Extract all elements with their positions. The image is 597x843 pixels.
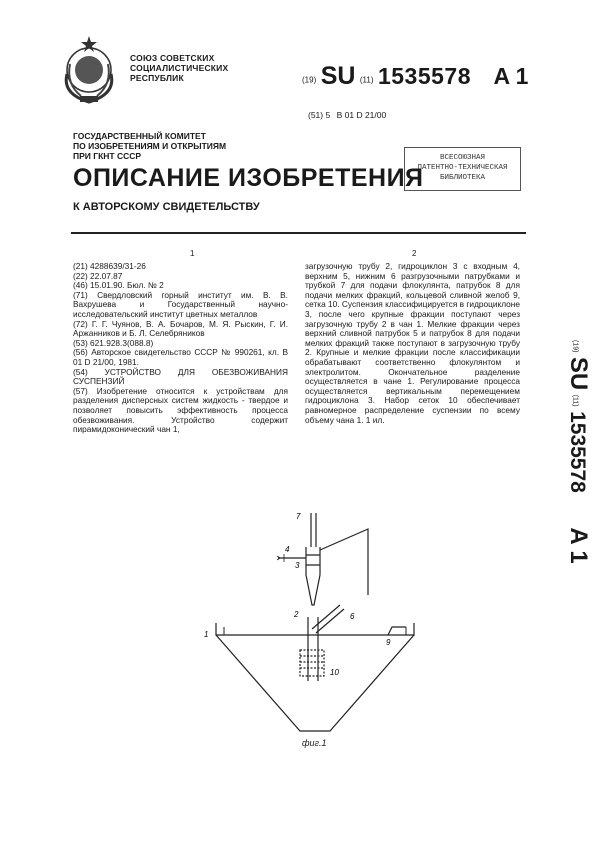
label-10: 10 (330, 668, 339, 677)
header-rule (71, 232, 526, 234)
code-19: (19) (302, 75, 317, 85)
committee-line: ПРИ ГКНТ СССР (73, 151, 142, 161)
invention-title: (54) УСТРОЙСТВО ДЛЯ ОБЕЗВОЖИВАНИЯ СУСПЕНЗИЙ (73, 366, 288, 387)
kind-code: A 1 (493, 63, 529, 89)
tank-outline (216, 623, 414, 635)
stamp-line: ВСЕСОЮЗНАЯ (439, 154, 485, 162)
side-kind-code: A 1 (565, 527, 592, 564)
hydrocyclone (306, 547, 320, 605)
ipc-code: (51) 5 (308, 110, 331, 120)
country-code: SU (320, 62, 356, 90)
label-4: 4 (285, 545, 290, 554)
side-code-19: (19) (571, 340, 579, 353)
publication-number (302, 62, 528, 91)
country-line: РЕСПУБЛИК (130, 73, 184, 83)
biblio-field: (46) 15.01.90. Бюл. № 2 (73, 280, 164, 291)
label-6: 6 (350, 612, 355, 621)
label-1: 1 (204, 630, 209, 639)
committee-line: ПО ИЗОБРЕТЕНИЯМ И ОТКРЫТИЯМ (73, 141, 227, 151)
ussr-emblem (56, 34, 122, 106)
biblio-field: (71) Свердловский горный институт им. В. В. Вахрушева и Государственный научно-исследовательский институт цветных металлов (73, 289, 288, 319)
biblio-field: (21) 4288639/31-26 (73, 261, 146, 271)
biblio-field: (22) 22.07.87 (73, 270, 123, 281)
country-line: СОЮЗ СОВЕТСКИХ (130, 53, 215, 63)
code-11: (11) (359, 75, 374, 85)
biblio-field: (56) Авторское свидетельство СССР № 990261, кл. В 01 D 21/00, 1981. (73, 347, 288, 367)
figure-caption: фиг.1 (302, 738, 327, 748)
side-patent-number: 1535578 (566, 411, 589, 493)
label-3: 3 (295, 561, 300, 570)
biblio-field: (53) 621.928.3(088.8) (73, 337, 154, 348)
label-9: 9 (386, 638, 391, 647)
feed-pipe (308, 617, 318, 681)
ipc-class: B 01 D 21/00 (336, 110, 387, 120)
flocculant-tube (311, 513, 316, 547)
screen-set (300, 650, 324, 676)
committee-line: ГОСУДАРСТВЕННЫЙ КОМИТЕТ (73, 131, 206, 141)
ipc-classification (308, 110, 386, 120)
side-publication-number (546, 340, 592, 700)
stamp-line: БИБЛИОТЕКА (439, 174, 485, 182)
biblio-field: (72) Г. Г. Чуянов, В. А. Бочаров, М. Я. Рыскин, Г. И. Аржанников и Б. Л. Селебряников (73, 318, 288, 339)
side-code-11: (11) (571, 394, 579, 407)
fines-pipe (312, 605, 344, 633)
label-2: 2 (294, 610, 299, 619)
document-subtitle: К АВТОРСКОМУ СВИДЕТЕЛЬСТВУ (73, 201, 260, 213)
label-7: 7 (296, 512, 301, 521)
abstract-continued: загрузочную трубу 2, гидроциклон 3 с входным 4, верхним 5, нижним 6 разгрузочными патрубками и трубкой 7 для подачи флокулянта, патрубок 8 для подачи мелких фракций, кольцевой сливной желоб 9, сетка 10. Суспензия классифицируется в гидроциклоне 3, после чего крупные фракции поступают через загрузочную трубу 2 в чан 1. Мелкие фракции через верхний сливной патрубок 5 и патрубок 8 для подачи мелких фракций также поступают в загрузочную трубу 2. Крупные и мелкие фракции после классификации обрабатывают соответственно флокулянтом и электролитом. Окончательное разделение осуществляется в чане 1. Регулирование процесса осуществляется вертикальным перемещением гидроциклона 3. Набор сеток 10 обеспечивает равномерное распределение суспензии по всему объему чана 1. 1 ил. (305, 261, 520, 425)
patent-number: 1535578 (377, 63, 472, 89)
document-title: ОПИСАНИЕ ИЗОБРЕТЕНИЯ (73, 164, 424, 192)
side-country-code: SU (565, 356, 592, 391)
country-line: СОЦИАЛИСТИЧЕСКИХ (130, 63, 229, 73)
committee (73, 131, 226, 161)
country-name (130, 53, 228, 83)
overflow-trough (388, 627, 406, 635)
column-number-right: 2 (412, 249, 417, 258)
bibliographic-column (73, 262, 288, 435)
device-drawing (200, 505, 430, 755)
overflow-pipe (320, 529, 368, 595)
column-number-left: 1 (190, 249, 195, 258)
abstract-column (305, 262, 520, 425)
abstract-start: (57) Изобретение относится к устройствам для разделения дисперсных систем жидкость - твердое и позволяет повысить эффективность процесса обезвоживания. Устройство содержит пирамидоконический чан 1, (73, 385, 288, 435)
stamp-line: ПАТЕНТНО-ТЕХНИЧЕСКАЯ (417, 164, 508, 172)
